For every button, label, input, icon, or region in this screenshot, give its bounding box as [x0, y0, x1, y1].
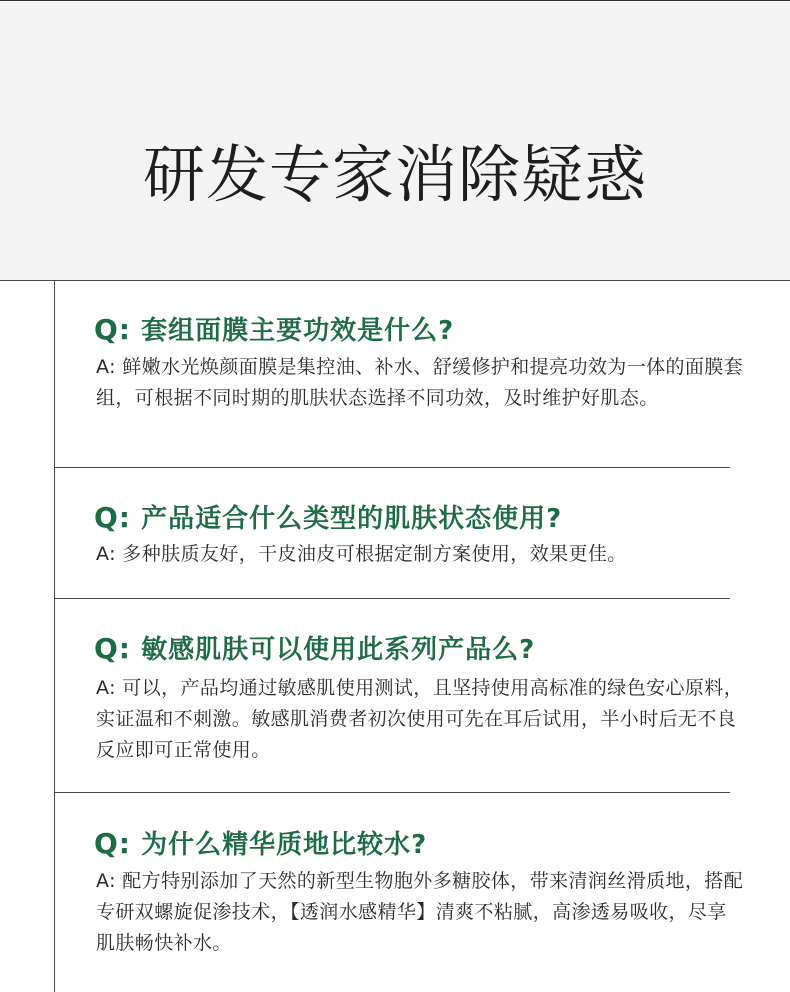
faq-answer-1: A: 鲜嫩水光焕颜面膜是集控油、补水、舒缓修护和提亮功效为一体的面膜套组，可根据不同时期的肌肤状态选择不同功效，及时维护好肌态。: [96, 356, 744, 409]
faq-answer-3: A: 可以，产品均通过敏感肌使用测试，且坚持使用高标准的绿色安心原料，实证温和不刺激。敏感肌消费者初次使用可先在耳后试用，半小时后无不良反应即可正常使用。: [96, 677, 744, 761]
faq-answer-2: A: 多种肤质友好，干皮油皮可根据定制方案使用，效果更佳。: [96, 543, 627, 565]
question-text: 产品适合什么类型的肌肤状态使用?: [141, 504, 563, 534]
faq-answer-4: A: 配方特别添加了天然的新型生物胞外多糖胶体，带来清润丝滑质地，搭配专研双螺旋促渗技术，【透润水感精华】清爽不粘腻，高渗透易吸收，尽享肌肤畅快补水。: [96, 870, 744, 954]
question-text: 为什么精华质地比较水?: [141, 830, 428, 860]
faq-question-2: [94, 501, 562, 536]
left-rule: [54, 281, 55, 992]
section-divider: [54, 598, 730, 599]
question-text: 敏感肌肤可以使用此系列产品么?: [141, 635, 536, 665]
q-prefix: Q:: [94, 501, 131, 534]
faq-question-4: [94, 827, 427, 862]
faq-question-3: [94, 632, 535, 667]
section-divider: [54, 467, 730, 468]
q-prefix: Q:: [94, 313, 131, 346]
q-prefix: Q:: [94, 827, 131, 860]
q-prefix: Q:: [94, 632, 131, 665]
question-text: 套组面膜主要功效是什么?: [141, 316, 455, 346]
faq-question-1: [94, 313, 454, 348]
header-band: [0, 0, 790, 281]
page-title: 研发专家消除疑惑: [142, 138, 647, 211]
section-divider: [54, 792, 730, 793]
